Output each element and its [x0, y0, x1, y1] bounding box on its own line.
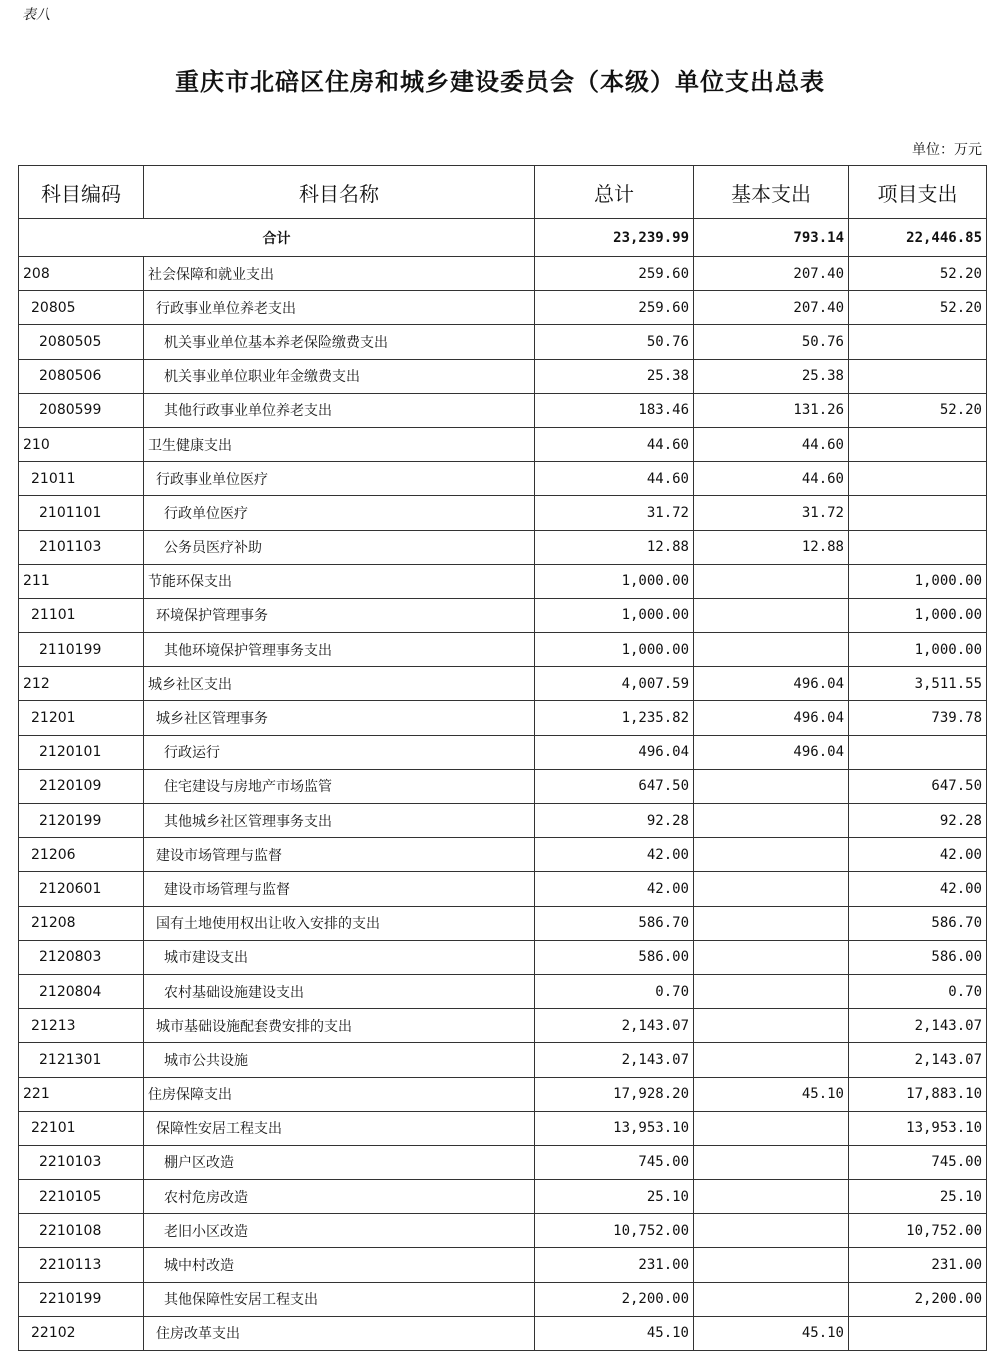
- table-row: [19, 701, 987, 735]
- table-row: [19, 838, 987, 872]
- row-code: 2080599: [19, 393, 144, 427]
- row-name: 建设市场管理与监督: [144, 838, 535, 872]
- table-row: [19, 633, 987, 667]
- table-row: [19, 427, 987, 461]
- row-total: 25.38: [535, 359, 694, 393]
- row-basic: [694, 1180, 849, 1214]
- row-project: [849, 462, 987, 496]
- row-total: 42.00: [535, 872, 694, 906]
- row-name: 机关事业单位基本养老保险缴费支出: [144, 325, 535, 359]
- table-row: [19, 1316, 987, 1350]
- row-project: [849, 735, 987, 769]
- row-total: 44.60: [535, 427, 694, 461]
- row-project: [849, 496, 987, 530]
- header-basic: 基本支出: [694, 166, 849, 219]
- row-basic: 207.40: [694, 257, 849, 291]
- row-name: 行政事业单位医疗: [144, 462, 535, 496]
- row-basic: [694, 1248, 849, 1282]
- table-row: [19, 530, 987, 564]
- row-code: 21206: [19, 838, 144, 872]
- row-code: 21201: [19, 701, 144, 735]
- row-total: 25.10: [535, 1180, 694, 1214]
- row-project: 2,143.07: [849, 1009, 987, 1043]
- row-basic: [694, 1043, 849, 1077]
- row-basic: [694, 1214, 849, 1248]
- row-total: 259.60: [535, 257, 694, 291]
- row-code: 2120101: [19, 735, 144, 769]
- row-code: 2210108: [19, 1214, 144, 1248]
- table-row: [19, 462, 987, 496]
- row-code: 21101: [19, 598, 144, 632]
- row-project: 1,000.00: [849, 633, 987, 667]
- table-row: [19, 1180, 987, 1214]
- row-basic: [694, 564, 849, 598]
- row-project: 52.20: [849, 393, 987, 427]
- row-basic: 12.88: [694, 530, 849, 564]
- page-title: 重庆市北碚区住房和城乡建设委员会（本级）单位支出总表: [175, 67, 825, 96]
- row-total: 2,200.00: [535, 1282, 694, 1316]
- row-project: 3,511.55: [849, 667, 987, 701]
- row-project: [849, 325, 987, 359]
- row-code: 210: [19, 427, 144, 461]
- row-name: 农村基础设施建设支出: [144, 974, 535, 1008]
- row-basic: [694, 872, 849, 906]
- row-basic: 31.72: [694, 496, 849, 530]
- row-basic: 44.60: [694, 462, 849, 496]
- row-name: 行政事业单位养老支出: [144, 291, 535, 325]
- row-total: 259.60: [535, 291, 694, 325]
- row-code: 20805: [19, 291, 144, 325]
- table-row: [19, 1111, 987, 1145]
- table-row: [19, 872, 987, 906]
- row-project: 231.00: [849, 1248, 987, 1282]
- row-project: 2,143.07: [849, 1043, 987, 1077]
- row-code: 2120803: [19, 940, 144, 974]
- row-total: 586.00: [535, 940, 694, 974]
- row-code: 21208: [19, 906, 144, 940]
- row-code: 2210103: [19, 1145, 144, 1179]
- row-total: 647.50: [535, 769, 694, 803]
- row-project: 92.28: [849, 804, 987, 838]
- row-total: 10,752.00: [535, 1214, 694, 1248]
- row-name: 国有土地使用权出让收入安排的支出: [144, 906, 535, 940]
- header-row: [19, 166, 987, 219]
- header-code: 科目编码: [19, 166, 144, 219]
- header-total: 总计: [535, 166, 694, 219]
- row-name: 其他环境保护管理事务支出: [144, 633, 535, 667]
- row-basic: [694, 598, 849, 632]
- row-total: 2,143.07: [535, 1043, 694, 1077]
- row-project: 1,000.00: [849, 564, 987, 598]
- row-code: 2121301: [19, 1043, 144, 1077]
- row-total: 12.88: [535, 530, 694, 564]
- expenditure-table: [18, 165, 987, 1351]
- table-row: [19, 359, 987, 393]
- row-total: 231.00: [535, 1248, 694, 1282]
- total-project: 22,446.85: [849, 219, 987, 257]
- row-code: 21213: [19, 1009, 144, 1043]
- table-row: [19, 1043, 987, 1077]
- row-basic: 496.04: [694, 735, 849, 769]
- row-project: [849, 1316, 987, 1350]
- table-row: [19, 906, 987, 940]
- row-code: 22101: [19, 1111, 144, 1145]
- table-row: [19, 291, 987, 325]
- total-basic: 793.14: [694, 219, 849, 257]
- row-name: 住房改革支出: [144, 1316, 535, 1350]
- row-name: 行政运行: [144, 735, 535, 769]
- table-row: [19, 598, 987, 632]
- row-code: 221: [19, 1077, 144, 1111]
- row-code: 2080505: [19, 325, 144, 359]
- row-code: 2210199: [19, 1282, 144, 1316]
- row-project: 10,752.00: [849, 1214, 987, 1248]
- row-basic: [694, 838, 849, 872]
- row-basic: [694, 804, 849, 838]
- row-basic: [694, 1145, 849, 1179]
- row-name: 老旧小区改造: [144, 1214, 535, 1248]
- row-total: 17,928.20: [535, 1077, 694, 1111]
- table-row: [19, 667, 987, 701]
- row-project: 42.00: [849, 872, 987, 906]
- table-row: [19, 804, 987, 838]
- row-basic: 50.76: [694, 325, 849, 359]
- row-total: 496.04: [535, 735, 694, 769]
- table-row: [19, 735, 987, 769]
- row-code: 22102: [19, 1316, 144, 1350]
- row-name: 城乡社区管理事务: [144, 701, 535, 735]
- row-basic: [694, 1111, 849, 1145]
- row-total: 1,000.00: [535, 598, 694, 632]
- row-basic: 44.60: [694, 427, 849, 461]
- row-basic: 131.26: [694, 393, 849, 427]
- row-code: 2120109: [19, 769, 144, 803]
- total-row: [19, 219, 987, 257]
- row-basic: 496.04: [694, 701, 849, 735]
- row-code: 2120199: [19, 804, 144, 838]
- row-name: 城乡社区支出: [144, 667, 535, 701]
- row-project: 745.00: [849, 1145, 987, 1179]
- row-total: 45.10: [535, 1316, 694, 1350]
- table-row: [19, 974, 987, 1008]
- row-total: 50.76: [535, 325, 694, 359]
- row-name: 社会保障和就业支出: [144, 257, 535, 291]
- row-project: 586.00: [849, 940, 987, 974]
- row-code: 2120804: [19, 974, 144, 1008]
- table-row: [19, 1282, 987, 1316]
- table-row: [19, 257, 987, 291]
- row-name: 节能环保支出: [144, 564, 535, 598]
- row-project: 52.20: [849, 291, 987, 325]
- row-basic: [694, 906, 849, 940]
- row-basic: 207.40: [694, 291, 849, 325]
- row-code: 2110199: [19, 633, 144, 667]
- table-row: [19, 325, 987, 359]
- row-total: 42.00: [535, 838, 694, 872]
- row-code: 2080506: [19, 359, 144, 393]
- table-row: [19, 940, 987, 974]
- row-name: 城市公共设施: [144, 1043, 535, 1077]
- header-project: 项目支出: [849, 166, 987, 219]
- row-project: 1,000.00: [849, 598, 987, 632]
- row-total: 4,007.59: [535, 667, 694, 701]
- row-project: 586.70: [849, 906, 987, 940]
- header-name: 科目名称: [144, 166, 535, 219]
- row-basic: 496.04: [694, 667, 849, 701]
- row-basic: [694, 974, 849, 1008]
- row-total: 183.46: [535, 393, 694, 427]
- row-name: 棚户区改造: [144, 1145, 535, 1179]
- row-project: [849, 427, 987, 461]
- table-row: [19, 564, 987, 598]
- row-code: 21011: [19, 462, 144, 496]
- row-basic: [694, 940, 849, 974]
- row-project: 2,200.00: [849, 1282, 987, 1316]
- row-name: 城中村改造: [144, 1248, 535, 1282]
- row-code: 211: [19, 564, 144, 598]
- row-total: 13,953.10: [535, 1111, 694, 1145]
- row-name: 其他城乡社区管理事务支出: [144, 804, 535, 838]
- row-total: 745.00: [535, 1145, 694, 1179]
- row-name: 农村危房改造: [144, 1180, 535, 1214]
- total-label: 合计: [19, 219, 535, 257]
- row-name: 环境保护管理事务: [144, 598, 535, 632]
- row-code: 2210113: [19, 1248, 144, 1282]
- table-row: [19, 1145, 987, 1179]
- row-total: 92.28: [535, 804, 694, 838]
- row-basic: [694, 1282, 849, 1316]
- table-row: [19, 496, 987, 530]
- row-total: 1,000.00: [535, 564, 694, 598]
- row-basic: [694, 633, 849, 667]
- row-code: 208: [19, 257, 144, 291]
- row-name: 其他行政事业单位养老支出: [144, 393, 535, 427]
- row-basic: 25.38: [694, 359, 849, 393]
- table-row: [19, 1009, 987, 1043]
- row-name: 建设市场管理与监督: [144, 872, 535, 906]
- unit-label: 单位：万元: [912, 142, 982, 158]
- row-basic: 45.10: [694, 1316, 849, 1350]
- table-row: [19, 1248, 987, 1282]
- row-total: 2,143.07: [535, 1009, 694, 1043]
- row-code: 2101103: [19, 530, 144, 564]
- row-name: 城市基础设施配套费安排的支出: [144, 1009, 535, 1043]
- row-name: 机关事业单位职业年金缴费支出: [144, 359, 535, 393]
- row-basic: [694, 1009, 849, 1043]
- row-code: 212: [19, 667, 144, 701]
- row-code: 2101101: [19, 496, 144, 530]
- row-project: 25.10: [849, 1180, 987, 1214]
- row-name: 城市建设支出: [144, 940, 535, 974]
- row-project: 0.70: [849, 974, 987, 1008]
- table-row: [19, 769, 987, 803]
- row-project: 13,953.10: [849, 1111, 987, 1145]
- row-name: 住房保障支出: [144, 1077, 535, 1111]
- row-total: 1,235.82: [535, 701, 694, 735]
- row-project: 52.20: [849, 257, 987, 291]
- row-basic: 45.10: [694, 1077, 849, 1111]
- table-row: [19, 1214, 987, 1248]
- row-name: 其他保障性安居工程支出: [144, 1282, 535, 1316]
- row-name: 公务员医疗补助: [144, 530, 535, 564]
- row-total: 1,000.00: [535, 633, 694, 667]
- row-total: 0.70: [535, 974, 694, 1008]
- table-row: [19, 393, 987, 427]
- row-project: [849, 530, 987, 564]
- row-total: 31.72: [535, 496, 694, 530]
- row-name: 行政单位医疗: [144, 496, 535, 530]
- row-total: 586.70: [535, 906, 694, 940]
- row-total: 44.60: [535, 462, 694, 496]
- row-project: 647.50: [849, 769, 987, 803]
- row-project: [849, 359, 987, 393]
- row-name: 保障性安居工程支出: [144, 1111, 535, 1145]
- row-project: 17,883.10: [849, 1077, 987, 1111]
- row-name: 住宅建设与房地产市场监管: [144, 769, 535, 803]
- row-name: 卫生健康支出: [144, 427, 535, 461]
- row-project: 739.78: [849, 701, 987, 735]
- row-project: 42.00: [849, 838, 987, 872]
- row-code: 2120601: [19, 872, 144, 906]
- total-sum: 23,239.99: [535, 219, 694, 257]
- table-row: [19, 1077, 987, 1111]
- table-number-tag: 表八: [22, 7, 50, 23]
- row-basic: [694, 769, 849, 803]
- row-code: 2210105: [19, 1180, 144, 1214]
